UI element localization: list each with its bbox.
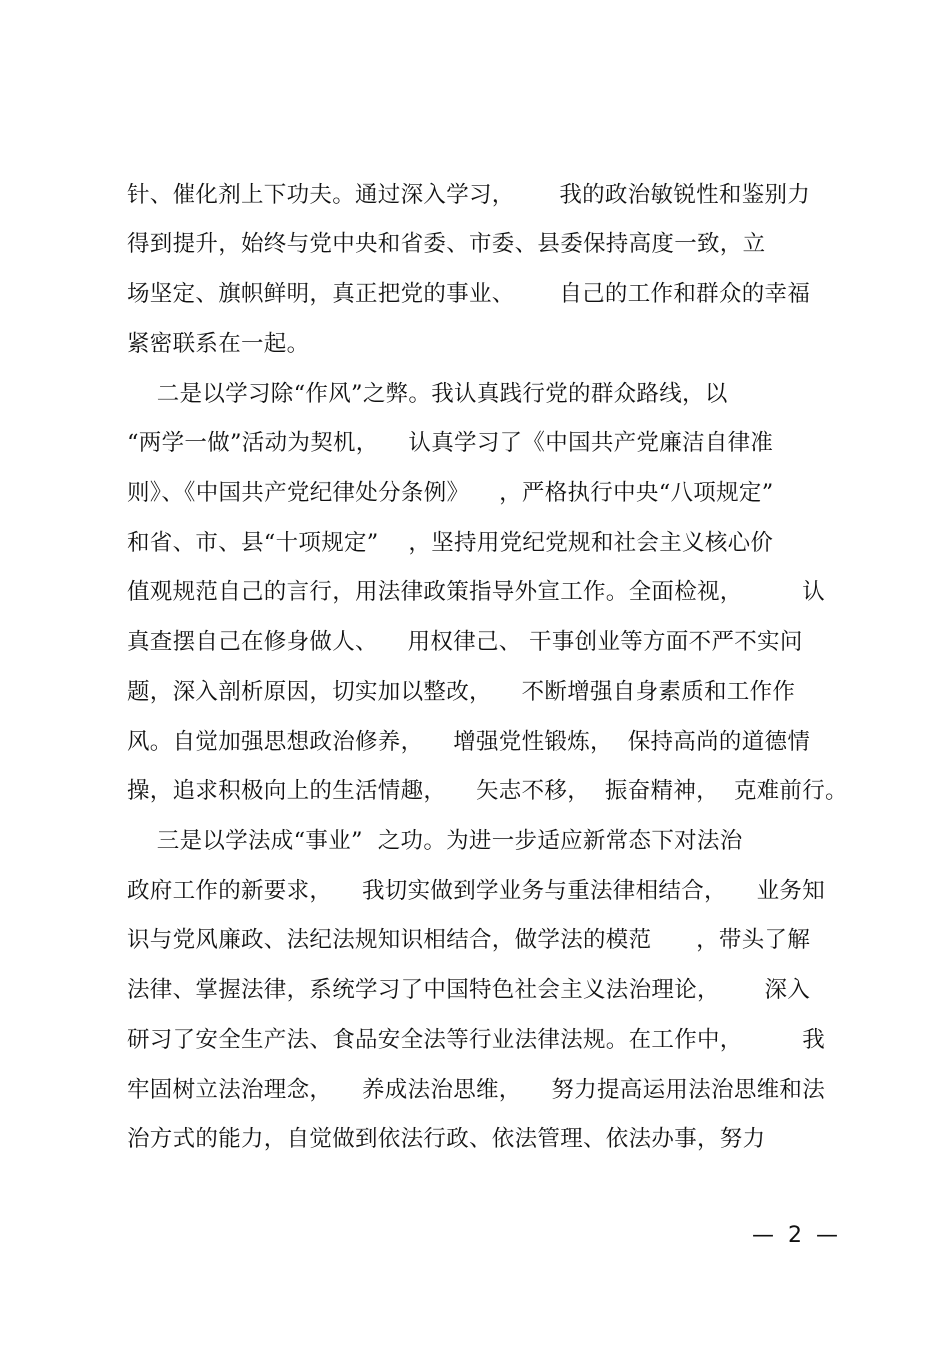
- text-line: 针、催化剂上下功夫。通过深入学习， 我的政治敏锐性和鉴别力: [127, 182, 811, 208]
- text-line: 场坚定、旗帜鲜明，真正把党的事业、 自己的工作和群众的幸福: [127, 281, 811, 307]
- text-line: 法律、掌握法律，系统学习了中国特色社会主义法治理论， 深入: [127, 977, 811, 1003]
- text-line: 和省、市、县“十项规定” ，坚持用党纪党规和社会主义核心价: [127, 530, 774, 556]
- text-line: 风。自觉加强思想政治修养， 增强党性锻炼， 保持高尚的道德情: [127, 729, 811, 755]
- text-line: 真查摆自己在修身做人、 用权律己、 干事创业等方面不严不实问: [127, 629, 803, 655]
- text-line: 则》、《中国共产党纪律处分条例》 ，严格执行中央“八项规定”: [127, 480, 774, 506]
- text-line: 紧密联系在一起。: [127, 331, 310, 357]
- text-line: 得到提升，始终与党中央和省委、市委、县委保持高度一致，立: [127, 231, 766, 257]
- text-line: 三是以学法成“事业” 之功。为进一步适应新常态下对法治: [127, 828, 743, 854]
- text-line: 治方式的能力，自觉做到依法行政、依法管理、依法办事，努力: [127, 1126, 766, 1152]
- text-line: 值观规范自己的言行，用法律政策指导外宣工作。全面检视， 认: [127, 579, 826, 605]
- page-number: — 2 —: [752, 1223, 838, 1248]
- text-line: 牢固树立法治理念， 养成法治思维， 努力提高运用法治思维和法: [127, 1077, 826, 1103]
- text-line: 研习了安全生产法、食品安全法等行业法律法规。在工作中， 我: [127, 1027, 826, 1053]
- text-line: 题，深入剖析原因，切实加以整改， 不断增强自身素质和工作作: [127, 679, 796, 705]
- text-line: 识与党风廉政、法纪法规知识相结合，做学法的模范 ，带头了解: [127, 927, 811, 953]
- text-line: “两学一做”活动为契机， 认真学习了《中国共产党廉洁自律准: [127, 430, 774, 456]
- text-line: 二是以学习除“作风”之弊。我认真践行党的群众路线，以: [127, 381, 728, 407]
- text-line: 政府工作的新要求， 我切实做到学业务与重法律相结合， 业务知: [127, 878, 826, 904]
- text-line: 操，追求积极向上的生活情趣， 矢志不移， 振奋精神， 克难前行。: [127, 778, 848, 804]
